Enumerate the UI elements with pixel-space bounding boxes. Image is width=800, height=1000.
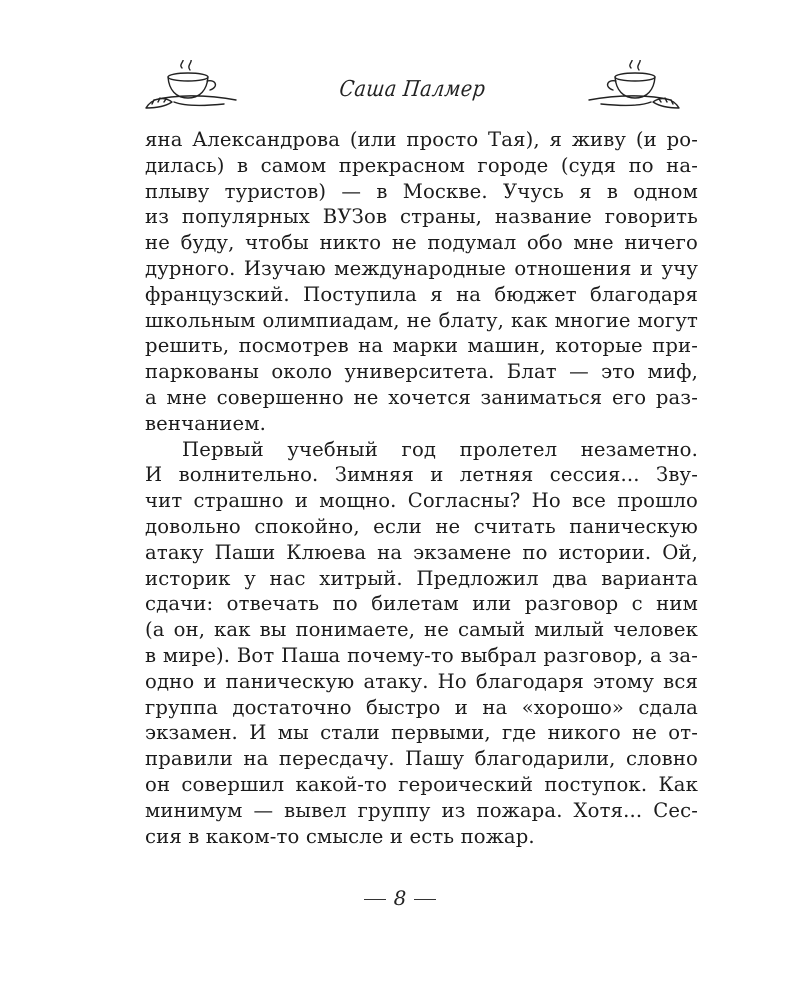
text-line: из популярных ВУЗов страны, название говорить [145,205,698,229]
text-line: правили на пересдачу. Пашу благодарили, словно [145,747,698,771]
text-line: минимум — вывел группу из пожара. Хотя... Сес- [145,798,698,822]
text-line: экзамен. И мы стали первыми, где никого не от- [145,721,698,745]
text-line: он совершил какой-то героический поступок. Как [145,772,698,796]
text-line: венчанием. [145,411,267,435]
paragraph [145,437,698,850]
text-line: в мире). Вот Паша почему-то выбрал разговор, а за- [145,643,698,667]
text-line: историк у нас хитрый. Предложил два варианта [145,566,698,590]
text-line: а мне совершенно не хочется заниматься его раз- [145,385,698,409]
text-line: сдачи: отвечать по билетам или разговор с ним [145,592,698,616]
text-line: довольно спокойно, если не считать паническую [145,514,698,538]
text-line: группа достаточно быстро и на «хорошо» сдала [145,695,698,719]
text-line: дилась) в самом прекрасном городе (судя по на- [145,153,698,177]
text-line: сия в каком-то смысле и есть пожар. [145,824,535,848]
text-line: И волнительно. Зимняя и летняя сессия... Зву- [145,463,698,487]
text-line: дурного. Изучаю международные отношения и учу [145,256,698,280]
text-line: Первый учебный год пролетел незаметно. [182,437,698,461]
coffee-cup-croissant-icon [581,60,681,120]
text-line: чит страшно и мощно. Согласны? Но все прошло [145,489,698,513]
text-line: не буду, чтобы никто не подумал обо мне ничего [145,231,698,255]
text-line: плыву туристов) — в Москве. Учусь я в одном [145,179,698,203]
text-line: одно и паническую атаку. Но благодаря этому вся [145,669,698,693]
running-header [140,60,685,122]
folio-dash-right [414,899,436,900]
text-line: атаку Паши Клюева на экзамене по истории. Ой, [145,540,698,564]
text-line: яна Александрова (или просто Тая), я живу (и ро- [145,128,698,151]
text-line: школьным олимпиадам, не блату, как многие могут [145,308,698,332]
page-number-value: 8 [393,886,407,910]
text-line: французский. Поступила я на бюджет благодаря [145,282,698,306]
text-line: паркованы около университета. Блат — это миф, [145,360,698,384]
text-line: (а он, как вы понимаете, не самый милый человек [145,618,698,642]
page-number [0,886,800,910]
paragraph [145,127,698,437]
folio-dash-left [364,899,386,900]
text-line: решить, посмотрев на марки машин, которые при- [145,334,698,358]
page-body [145,127,698,849]
book-author: Саша Палмер [338,76,487,102]
